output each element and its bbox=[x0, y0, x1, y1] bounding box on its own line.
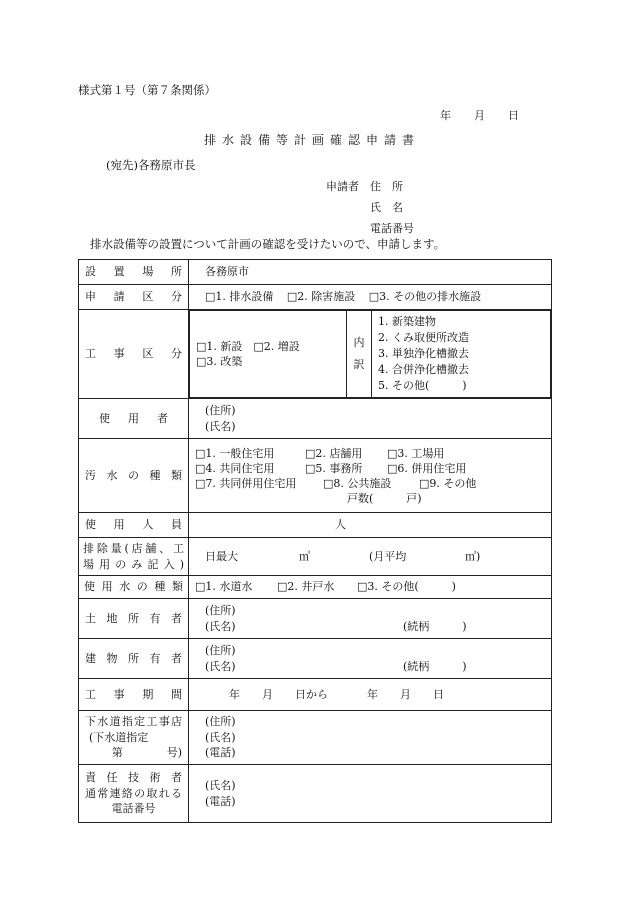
work-type-options-line2[interactable]: □3. 改築 bbox=[196, 355, 243, 368]
sewage-option-7[interactable]: □7. 共同併用住宅用 bbox=[195, 476, 297, 490]
sewage-option-6[interactable]: □6. 併用住宅用 bbox=[387, 461, 467, 475]
row-period bbox=[79, 679, 552, 711]
water-type-label: 使用水の種類 bbox=[79, 576, 189, 599]
engineer-label-3: 電話番号 bbox=[111, 802, 156, 816]
monthly-average-unit[interactable]: ㎥) bbox=[465, 549, 481, 563]
location-value[interactable]: 各務原市 bbox=[189, 260, 552, 285]
form-title: 排水設備等計画確認申請書 bbox=[204, 133, 421, 147]
sewage-option-9[interactable]: □9. その他 bbox=[419, 476, 477, 490]
date-year: 年 bbox=[440, 109, 451, 122]
building-owner-name[interactable]: (氏名) bbox=[205, 659, 236, 673]
sewage-type-label: 汚水の種類 bbox=[79, 439, 189, 513]
applicant-address-field: 住 所 bbox=[370, 180, 403, 193]
application-date bbox=[440, 107, 520, 123]
daily-max-label: 日最大 bbox=[205, 549, 238, 563]
user-address[interactable]: (住所) bbox=[205, 404, 236, 417]
row-sewage-type bbox=[79, 439, 552, 513]
work-detail-1[interactable]: 1. 新築建物 bbox=[378, 315, 436, 328]
water-option-3[interactable]: □3. その他( ) bbox=[357, 580, 456, 594]
applicant-label: 申請者 bbox=[326, 180, 359, 193]
work-detail-2[interactable]: 2. くみ取便所改造 bbox=[378, 331, 469, 344]
engineer-name[interactable]: (氏名) bbox=[205, 779, 236, 792]
contractor-label-1: 下水道指定工事店 bbox=[85, 715, 182, 729]
user-name[interactable]: (氏名) bbox=[205, 419, 236, 433]
land-owner-name[interactable]: (氏名) bbox=[205, 619, 236, 633]
app-type-option-3[interactable]: □3. その他の排水施設 bbox=[368, 290, 482, 304]
contractor-label-2: (下水道指定 bbox=[89, 730, 149, 744]
row-work-type bbox=[79, 310, 552, 399]
row-land-owner bbox=[79, 599, 552, 639]
engineer-label-2: 通常連絡の取れる bbox=[85, 786, 182, 800]
work-type-label: 工事区分 bbox=[79, 310, 189, 399]
sewage-option-2[interactable]: □2. 店舗用 bbox=[305, 446, 363, 460]
row-water-type bbox=[79, 576, 552, 599]
intro-text: 排水設備等の設置について計画の確認を受けたいので、申請します。 bbox=[90, 237, 446, 251]
row-user bbox=[79, 399, 552, 439]
application-table bbox=[78, 259, 552, 823]
building-owner-address[interactable]: (住所) bbox=[205, 644, 236, 657]
users-count-label: 使用人員 bbox=[79, 513, 189, 538]
period-to[interactable]: 年 月 日 bbox=[367, 687, 444, 701]
work-detail-3[interactable]: 3. 単独浄化槽撤去 bbox=[378, 347, 469, 360]
app-type-option-1[interactable]: □1. 排水設備 bbox=[205, 290, 274, 304]
app-type-option-2[interactable]: □2. 除害施設 bbox=[286, 290, 356, 304]
daily-max-unit[interactable]: ㎥ bbox=[299, 549, 310, 563]
sewage-option-4[interactable]: □4. 共同住宅用 bbox=[195, 461, 275, 475]
row-application-type bbox=[79, 285, 552, 310]
work-detail-4[interactable]: 4. 合併浄化槽撤去 bbox=[378, 363, 469, 376]
row-users-count bbox=[79, 513, 552, 538]
period-label: 工事期間 bbox=[79, 679, 189, 711]
row-discharge bbox=[79, 538, 552, 576]
sewage-option-8[interactable]: □8. 公共施設 bbox=[323, 476, 392, 490]
date-day: 日 bbox=[508, 109, 519, 122]
contractor-address[interactable]: (住所) bbox=[205, 715, 236, 729]
discharge-label-1: 排除量(店舗、工 bbox=[83, 542, 184, 555]
contractor-name[interactable]: (氏名) bbox=[205, 730, 236, 744]
water-option-2[interactable]: □2. 井戸水 bbox=[277, 580, 335, 594]
addressee: (宛先)各務原市長 bbox=[106, 158, 196, 172]
engineer-phone[interactable]: (電話) bbox=[205, 794, 236, 808]
row-contractor bbox=[79, 711, 552, 765]
engineer-label-1: 責任技術者 bbox=[85, 771, 182, 785]
discharge-label-2: 場用のみ記入) bbox=[83, 557, 184, 571]
application-type-label: 申請区分 bbox=[79, 285, 189, 310]
land-owner-label: 土地所有者 bbox=[79, 599, 189, 639]
row-building-owner bbox=[79, 639, 552, 679]
user-label: 使用者 bbox=[79, 399, 189, 439]
applicant-block bbox=[326, 176, 414, 239]
land-owner-relation[interactable]: (続柄 ) bbox=[403, 619, 467, 633]
users-count-unit[interactable]: 人 bbox=[189, 513, 552, 538]
location-label: 設置場所 bbox=[79, 260, 189, 285]
form-number: 様式第１号（第７条関係） bbox=[78, 83, 216, 97]
building-owner-label: 建物所有者 bbox=[79, 639, 189, 679]
work-type-options-line1[interactable]: □1. 新設 □2. 増設 bbox=[196, 339, 300, 353]
row-location bbox=[79, 260, 552, 285]
period-from[interactable]: 年 月 日から bbox=[229, 687, 328, 701]
building-owner-relation[interactable]: (続柄 ) bbox=[403, 659, 467, 673]
water-option-1[interactable]: □1. 水道水 bbox=[195, 580, 253, 594]
applicant-name-field: 氏 名 bbox=[370, 201, 403, 214]
sewage-option-3[interactable]: □3. 工場用 bbox=[387, 446, 445, 460]
land-owner-address[interactable]: (住所) bbox=[205, 604, 236, 617]
row-engineer bbox=[79, 765, 552, 823]
date-month: 月 bbox=[474, 109, 485, 122]
applicant-phone-field: 電話番号 bbox=[370, 222, 414, 235]
contractor-phone[interactable]: (電話) bbox=[205, 746, 236, 760]
sewage-option-5[interactable]: □5. 事務所 bbox=[305, 461, 363, 475]
monthly-average-label: (月平均 bbox=[369, 549, 407, 563]
work-detail-label: 内訳 bbox=[353, 336, 365, 371]
contractor-label-3: 第 号) bbox=[111, 746, 182, 760]
sewage-option-1[interactable]: □1. 一般住宅用 bbox=[195, 446, 275, 460]
household-count[interactable]: 戸数( 戸) bbox=[347, 491, 422, 505]
work-detail-5[interactable]: 5. その他( ) bbox=[378, 379, 467, 392]
